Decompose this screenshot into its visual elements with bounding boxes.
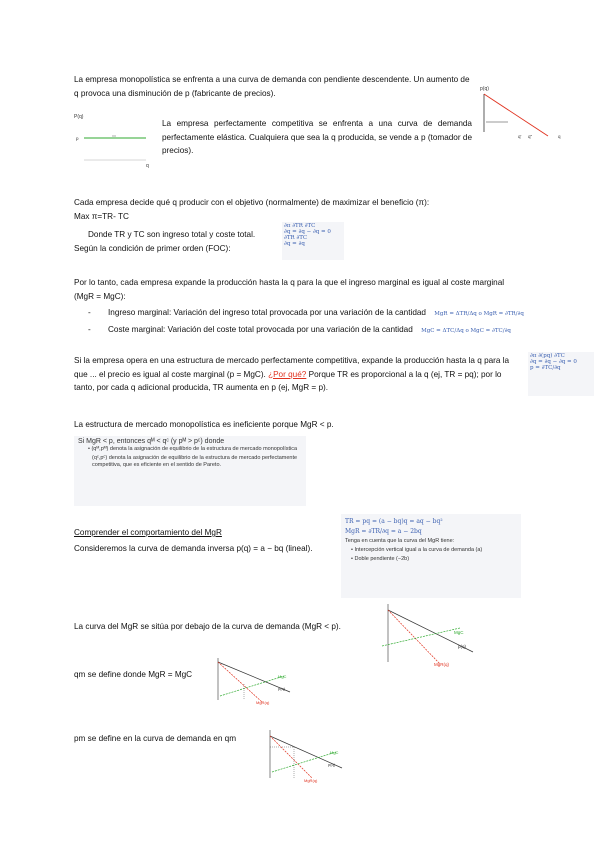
mgr-mgc-intro: Por lo tanto, cada empresa expande la producción hasta la q para la que el ingreso marginal es igual al coste marginal (MgR = MgC): bbox=[74, 278, 505, 301]
fig2-mgc-label: MgC bbox=[278, 674, 287, 679]
fig3-demand-label: p(q) bbox=[328, 762, 336, 767]
figure-perfect-demand bbox=[74, 112, 156, 170]
fig1-mgr-label: MgR(q) bbox=[434, 662, 450, 667]
fig1-demand-label: p(q) bbox=[458, 644, 467, 649]
figure-qm bbox=[212, 654, 302, 706]
ingreso-marginal-math: MgR = ΔTR/Δq o MgR = ∂TR/∂q bbox=[434, 311, 524, 317]
foc-eq-4: ∂q = ∂q bbox=[284, 241, 305, 247]
mgr-mgc-list bbox=[108, 306, 578, 340]
pc-eq-1: ∂π ∂(pq) ∂TC bbox=[530, 353, 565, 359]
fig-mono-tick2: q'' bbox=[528, 134, 533, 139]
foc-eq-3: ∂TR ∂TC bbox=[284, 235, 308, 241]
inefficiency-bullet-1: • (qᴹ,pᴹ) denota la asignación de equilibrio de la estructura de mercado monopolística bbox=[88, 446, 298, 452]
mgr-note: Tenga en cuenta que la curva del MgR tiene: bbox=[345, 538, 455, 544]
figure-mgr-demand bbox=[378, 600, 490, 672]
ingreso-marginal-text: Ingreso marginal: Variación del ingreso total provocada por una variación de la cantidad bbox=[108, 308, 426, 317]
foc-eq-1: ∂π ∂TR ∂TC bbox=[284, 223, 316, 229]
qm-definition: qm se define donde MgR = MgC bbox=[74, 670, 193, 679]
mgr-equation: MgR = ∂TR/∂q = a − 2bq bbox=[345, 528, 422, 535]
inverse-demand-line: Consideremos la curva de demanda inversa p(q) = a − bq (lineal). bbox=[74, 544, 313, 553]
tr-tc-definition: Donde TR y TC son ingreso total y coste total. bbox=[88, 230, 256, 239]
pc-text-a: Si la empresa opera en una estructura de mercado perfectamente competitiva, expande la producción hasta la q para la que ... el precio es igual al coste marginal (p = MgC). bbox=[74, 356, 510, 379]
inefficiency-box bbox=[74, 436, 306, 506]
fig3-mgr-line bbox=[270, 736, 312, 778]
list-item-ingreso-marginal bbox=[108, 306, 578, 323]
fig-perfect-ylabel: P(q) bbox=[74, 114, 84, 120]
para-monopoly-demand: La empresa monopolística se enfrenta a una curva de demanda con pendiente descendente. Un aumento de q provoca una disminución de p (fabricante de precios). bbox=[74, 75, 470, 98]
mgr-below-demand: La curva del MgR se sitúa por debajo de la curva de demanda (MgR < p). bbox=[74, 622, 341, 631]
perfect-competition-paragraph bbox=[74, 354, 522, 395]
fig-mono-qlabel: q bbox=[558, 134, 561, 139]
fig1-mgr-line bbox=[388, 610, 440, 664]
inefficiency-statement: La estructura de mercado monopolística es ineficiente porque MgR < p. bbox=[74, 420, 334, 429]
max-profit-line: Max π=TR- TC bbox=[74, 212, 129, 221]
fig-perfect-qlabel: q bbox=[146, 163, 149, 169]
figure-pm bbox=[264, 728, 354, 784]
objective-line: Cada empresa decide qué q producir con el objetivo (normalmente) de maximizar el beneficio (π): bbox=[74, 198, 430, 207]
foc-equations bbox=[282, 222, 344, 260]
mgr-bullet-1: • Intercepción vertical igual a la curva de demanda (a) bbox=[351, 547, 483, 553]
fig-mono-tick1: q' bbox=[518, 134, 522, 139]
fig2-mgr-label: MgR(q) bbox=[256, 700, 270, 705]
fig1-mgc-line bbox=[382, 628, 460, 646]
list-item-coste-marginal bbox=[108, 323, 578, 340]
inefficiency-box-line: Si MgR < p, entonces qᴹ < qᶜ (y pᴹ > pᶜ) donde bbox=[78, 438, 225, 445]
fig3-mgr-label: MgR(q) bbox=[304, 778, 318, 783]
fig-perfect-plabel: p bbox=[76, 136, 79, 141]
pm-definition: pm se define en la curva de demanda en qm bbox=[74, 734, 237, 743]
tr-equation: TR = pq = (a − bq)q = aq − bq² bbox=[345, 518, 443, 525]
fig3-mgc-line bbox=[272, 752, 336, 772]
why-question: ¿Por qué? bbox=[268, 369, 307, 379]
mgr-derivation-box bbox=[341, 514, 521, 598]
mgr-behaviour-heading: Comprender el comportamiento del MgR bbox=[74, 528, 222, 537]
fig-mono-demand-line bbox=[484, 94, 548, 136]
para-perfect-demand: La empresa perfectamente competitiva se enfrenta a una curva de demanda perfectamente elástica. Cualquiera que sea la q producida, se vende a p (tomador de precios). bbox=[162, 119, 472, 155]
inefficiency-bullet-2: (qᶜ,pᶜ) denota la asignación de equilibrio de la estructura de mercado perfectamente competitiva, que es eficiente en el sentido de Pareto. bbox=[92, 455, 298, 468]
mgr-bullet-2: • Doble pendiente (−2b) bbox=[351, 556, 410, 562]
fig-mono-ylabel: p(q) bbox=[480, 86, 489, 92]
fig2-demand-label: p(q) bbox=[278, 686, 286, 691]
foc-eq-2: ∂q = ∂q − ∂q = 0 bbox=[284, 229, 331, 235]
fig1-mgc-label: MgC bbox=[454, 630, 464, 635]
pc-eq-2: ∂q = ∂q − ∂q = 0 bbox=[530, 359, 577, 365]
fig2-mgr-line bbox=[218, 662, 262, 702]
foc-line: Según la condición de primer orden (FOC): bbox=[74, 244, 231, 253]
figure-monopoly-demand bbox=[478, 82, 568, 144]
fig3-mgc-label: MgC bbox=[330, 750, 339, 755]
pc-equations bbox=[528, 352, 594, 396]
pc-text-b: Porque TR es proporcional a la q (ej, TR = pq); por lo tanto, por cada q adicional producida, TR aumenta en p (ej, MgR = p). bbox=[74, 369, 502, 392]
coste-marginal-math: MgC = ΔTC/Δq o MgC = ∂TC/∂q bbox=[421, 328, 511, 334]
pc-eq-3: p = ∂TC/∂q bbox=[530, 365, 561, 371]
coste-marginal-text: Coste marginal: Variación del coste total provocada por una variación de la cantidad bbox=[108, 325, 413, 334]
